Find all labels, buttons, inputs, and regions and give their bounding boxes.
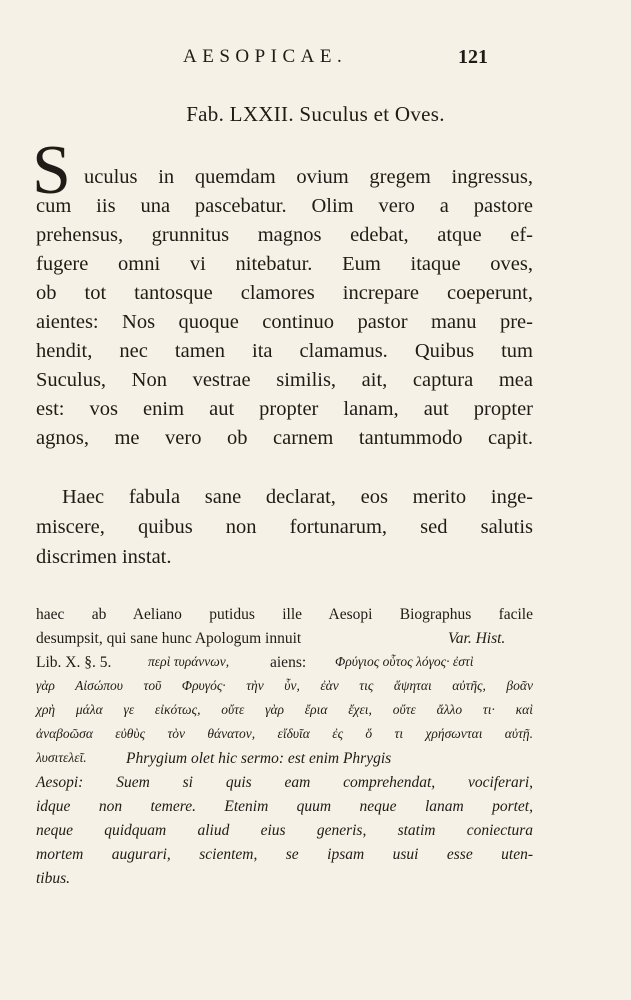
line-text: discrimen instat.: [36, 546, 172, 568]
note-text: Phrygium olet hic sermo: est enim Phrygis: [126, 750, 392, 767]
greek-text: ἀναβοῶσα εὐθὺς τὸν θάνατον, εἴδυῖα ἐς ὅ τι χρήσωνται αὐτῇ.: [36, 726, 533, 741]
note-text: haec ab Aeliano putidus ille Aesopi Biographus facile: [36, 606, 533, 623]
line-text: aientes: Nos quoque continuo pastor manu pre-: [36, 311, 533, 333]
note-reference: Var. Hist.: [448, 630, 506, 647]
greek-text: Φρύγιος οὗτος λόγος· ἐστὶ: [335, 654, 474, 669]
drop-cap: S: [32, 132, 71, 209]
page-number: 121: [458, 46, 488, 68]
fable-title: Fab. LXXII. Suculus et Oves.: [186, 102, 445, 126]
line-text: miscere, quibus non fortunarum, sed salutis: [36, 516, 533, 538]
note-text: Lib. X. §. 5.: [36, 654, 112, 671]
note-text: neque quidquam aliud eius generis, statim coniectura: [36, 822, 533, 839]
line-text: Haec fabula sane declarat, eos merito inge-: [62, 486, 533, 508]
note-text: desumpsit, qui sane hunc Apologum innuit: [36, 630, 302, 647]
running-title: AESOPICAE.: [183, 46, 348, 67]
line-text: Suculus, Non vestrae similis, ait, captura mea: [36, 369, 533, 391]
greek-text: περὶ τυράννων,: [148, 654, 230, 669]
greek-text: λυσιτελεῖ.: [36, 750, 87, 765]
line-text: fugere omni vi nitebatur. Eum itaque oves,: [36, 253, 533, 275]
running-header: [0, 46, 631, 72]
note-text: tibus.: [36, 870, 71, 887]
line-text: cum iis una pascebatur. Olim vero a pastore: [36, 195, 533, 217]
note-text: Aesopi: Suem si quis eam comprehendat, vociferari,: [36, 774, 533, 791]
note-text: mortem augurari, scientem, se ipsam usui esse uten-: [36, 846, 533, 863]
line-text: ob tot tantosque clamores increpare coeperunt,: [36, 282, 533, 304]
note-text: idque non temere. Etenim quum neque lanam portet,: [36, 798, 533, 815]
greek-text: χρὴ μάλα γε εἰκότως, οὔτε γὰρ ἔρια ἔχει, οὔτε ἄλλο τι· καὶ: [36, 702, 533, 717]
line-text: est: vos enim aut propter lanam, aut propter: [36, 398, 533, 420]
line-text: hendit, nec tamen ita clamamus. Quibus tum: [36, 340, 533, 362]
greek-text: γὰρ Αἰσώπου τοῦ Φρυγός· τὴν ὗν, ἐὰν τις ἅψηται αὐτῆς, βοᾶν: [36, 678, 533, 693]
line-text: uculus in quemdam ovium gregem ingressus,: [84, 166, 533, 188]
line-text: prehensus, grunnitus magnos edebat, atque ef-: [36, 224, 533, 246]
line-text: agnos, me vero ob carnem tantummodo capit.: [36, 427, 533, 449]
note-text: aiens:: [270, 654, 307, 671]
